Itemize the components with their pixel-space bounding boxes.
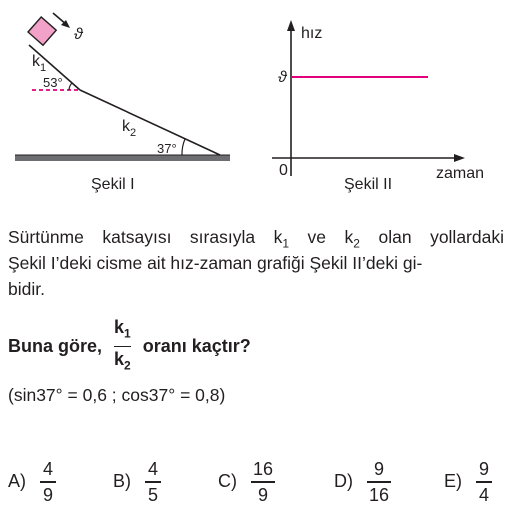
k2-label: $k_2$ [122,118,137,139]
block [28,17,56,45]
origin-label: 0 [279,162,288,179]
figure-1-diagram [0,0,260,200]
angle-37-label: 37° [157,141,177,156]
question-line-1-full: Sürtünme katsayısı sırasıyla $k_1$ ve $k_2$ olan yollardaki [8,227,504,251]
angle-53-label: 53° [43,75,63,90]
option-d[interactable]: D) $\frac{9}{16}$ [334,459,390,505]
x-axis-arrow-icon [454,154,465,162]
question-line-3: bidir. [8,279,45,299]
figure-1-caption: Şekil I [91,176,135,193]
velocity-label: ϑ [74,26,83,43]
question-line-2: Şekil I’deki cisme ait hız-zaman grafiği Şekil II’deki gi- [8,253,423,273]
option-e[interactable]: E) $\frac{9}{4}$ [444,458,492,506]
velocity-tick-label: ϑ [278,69,287,86]
option-a[interactable]: A) $\frac{4}{9}$ [8,458,56,506]
slope-k2 [80,90,220,155]
angle-arc-53 [69,83,72,90]
x-axis-label: zaman [436,165,485,182]
prompt-after: oranı kaçtır? [142,335,251,356]
angle-arc-37 [182,139,185,155]
k1-label: $k_1$ [32,53,47,74]
figure-2-graph [260,0,511,200]
question-prompt [8,316,251,377]
figure-2-caption: Şekil II [344,176,393,193]
ground-surface [15,155,230,161]
ratio-fraction: $\frac{k_1}{k_2}$ [114,317,131,373]
option-b[interactable]: B) $\frac{4}{5}$ [113,458,161,506]
y-axis-label: hız [301,25,323,42]
prompt-before: Buna göre, [8,335,103,356]
y-axis-arrow-icon [287,20,295,31]
given-values: (sin37° = 0,6 ; cos37° = 0,8) [8,385,226,405]
option-c[interactable]: C) $\frac{16}{9}$ [218,459,274,505]
